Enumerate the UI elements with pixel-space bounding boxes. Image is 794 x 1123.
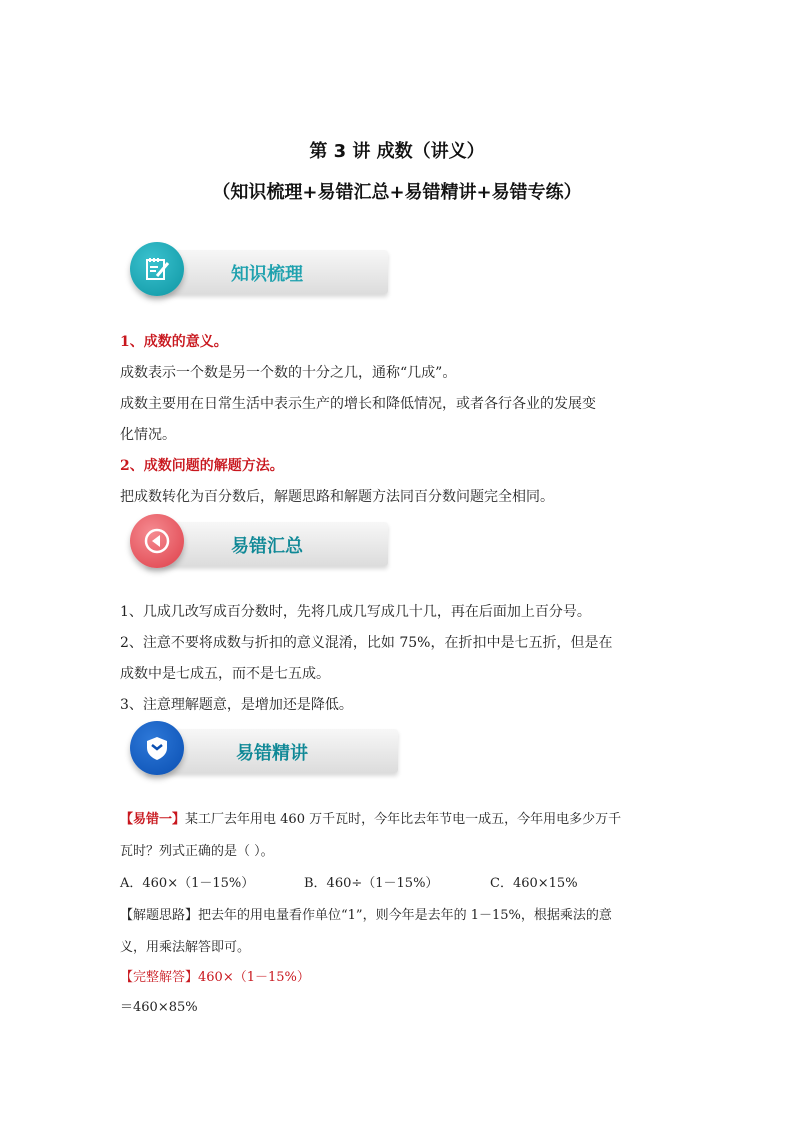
answer-line: ＝460×85%: [120, 1000, 198, 1015]
knowledge-heading-2: 2、成数问题的解题方法。: [120, 458, 284, 474]
knowledge-text: 成数表示一个数是另一个数的十分之几，通称“几成”。: [120, 365, 457, 381]
page-subtitle: （知识梳理+易错汇总+易错精讲+易错专练）: [212, 182, 582, 203]
shield-icon: [130, 721, 184, 775]
question-text: 某工厂去年用电 460 万千瓦时，今年比去年节电一成五，今年用电多少万千: [185, 812, 622, 827]
summary-item: 2、注意不要将成数与折扣的意义混淆，比如 75%，在折扣中是七五折，但是在: [120, 635, 613, 651]
thinking-text: 把去年的用电量看作单位“1”，则今年是去年的 1－15%，根据乘法的意: [198, 908, 612, 923]
option-c: C．460×15%: [490, 876, 578, 891]
page-title: 第 3 讲 成数（讲义）: [309, 141, 485, 162]
answer-tag: 【完整解答】: [120, 970, 199, 985]
knowledge-heading-1: 1、成数的意义。: [120, 334, 228, 350]
section-title: 易错精讲: [236, 743, 308, 764]
notepad-pen-icon: [130, 242, 184, 296]
summary-item: 1、几成几改写成百分数时，先将几成几写成几十几，再在后面加上百分号。: [120, 604, 591, 620]
example-tag: 【易错一】: [120, 812, 186, 827]
knowledge-text: 成数主要用在日常生活中表示生产的增长和降低情况，或者各行各业的发展变: [120, 396, 596, 412]
option-a: A．460×（1－15%）: [120, 876, 255, 891]
question-text: 瓦时？列式正确的是（ ）。: [120, 844, 274, 859]
summary-item: 3、注意理解题意，是增加还是降低。: [120, 697, 353, 713]
thinking-text: 义，用乘法解答即可。: [120, 940, 251, 955]
knowledge-text: 把成数转化为百分数后，解题思路和解题方法同百分数问题完全相同。: [120, 489, 554, 505]
example-question: [120, 810, 621, 830]
full-answer: [120, 968, 310, 988]
answer-line: 460×（1－15%）: [198, 970, 310, 985]
section-title: 知识梳理: [231, 264, 303, 285]
thinking-tag: 【解题思路】: [120, 908, 199, 923]
solution-thinking: [120, 906, 612, 926]
section-title: 易错汇总: [231, 536, 303, 557]
summary-item: 成数中是七成五，而不是七五成。: [120, 666, 330, 682]
knowledge-text: 化情况。: [120, 427, 176, 443]
option-b: B．460÷（1－15%）: [304, 876, 439, 891]
play-circle-icon: [130, 514, 184, 568]
